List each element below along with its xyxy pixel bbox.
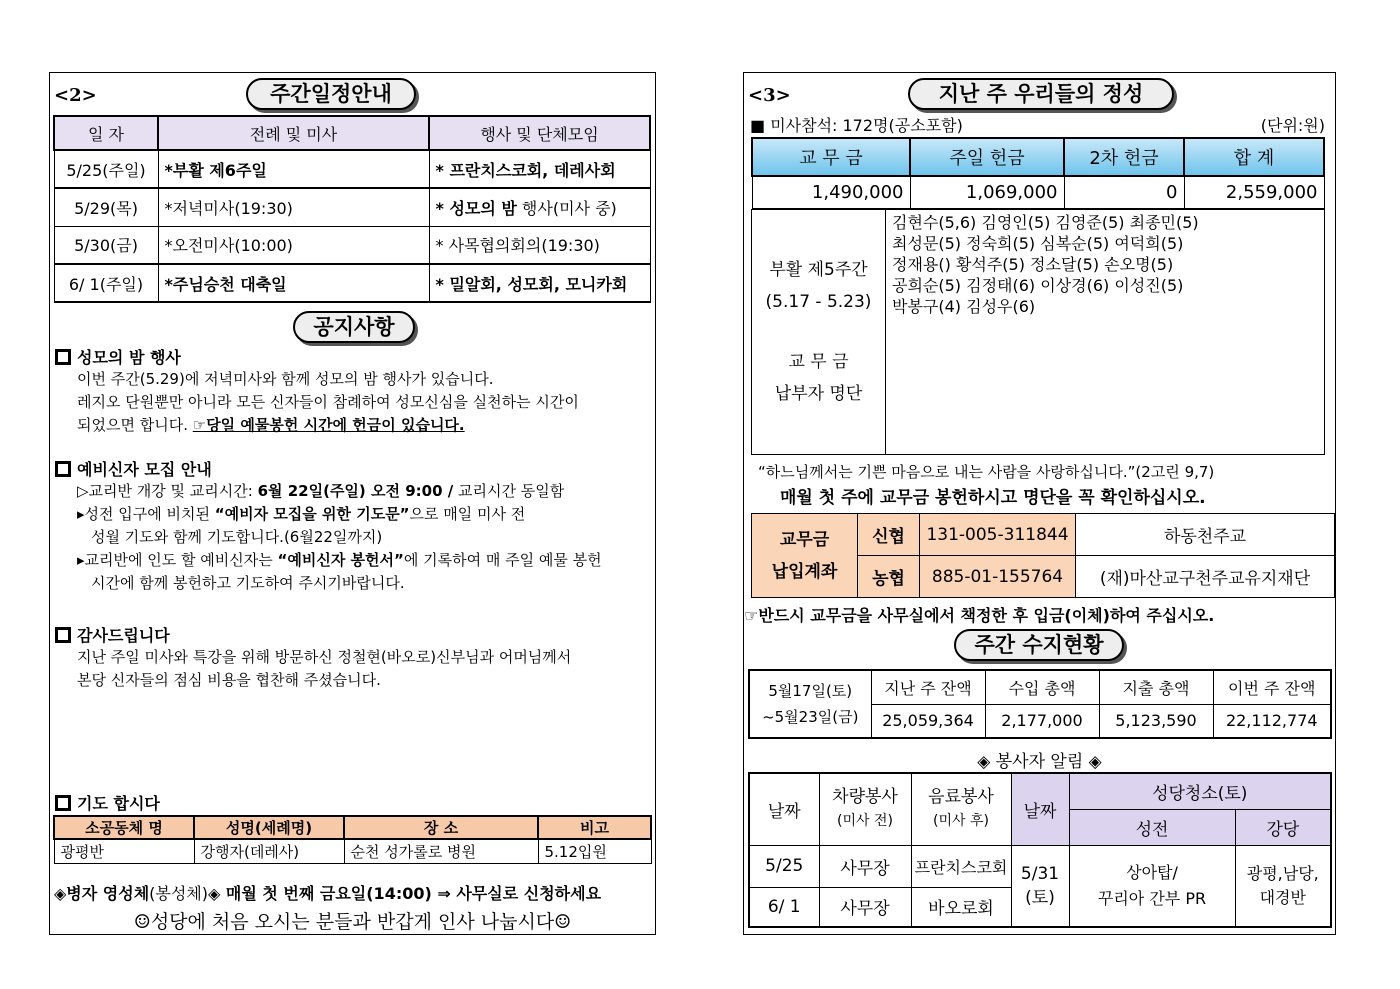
footer-text: ◈병자 영성체 [54,884,150,903]
notice-bold: “예비자 모집을 위한 기도문” [214,505,410,523]
donor-line: 공희순(5) 김정태(6) 이상경(6) 이성진(5) [892,276,1184,295]
footer-text: (봉성체) [149,884,209,903]
row-mass: *주님승천 대축일 [158,264,429,302]
period-text: 5월17일(토) [768,682,853,700]
event-rest: 행사(미사 중) [516,198,617,218]
row-event [429,188,650,226]
finance-value: 25,059,364 [871,704,985,738]
notice-line: 본당 신자들의 점심 비용을 협찬해 주셨습니다. [77,671,381,689]
prayer-section [55,791,160,814]
prayer-table [53,815,652,864]
row-mass: *저녁미사(19:30) [158,188,429,226]
table-row [54,839,651,863]
finance-header: 지출 총액 [1099,670,1213,704]
right-page [743,72,1336,935]
notice-line: 이번 주간(5.29)에 저녁미사와 함께 성모의 밤 행사가 있습니다. [77,370,494,388]
notice-text: ▷교리반 개강 및 교리시간: [77,482,258,500]
account-holder: 하동천주교 [1076,514,1335,556]
checkbox-square-icon [55,461,71,477]
page-number: <2> [54,85,97,106]
account-holder: (재)마산교구천주교유지재단 [1076,556,1335,598]
payment-warning: ☞반드시 교무금을 사무실에서 책정한 후 입금(이체)하여 주십시오. [744,606,1215,625]
header-mass: 전례 및 미사 [158,116,429,150]
volunteer-cell [1011,845,1069,927]
offering-title: 지난 주 우리들의 정성 [908,78,1174,110]
donor-label: 납부자 명단 [774,384,863,404]
offering-value: 1,069,000 [910,176,1064,208]
volunteer-cell: 사무장 [819,845,911,887]
sick-communion-notice [54,881,601,904]
donor-label-cell [752,210,886,455]
finance-header: 이번 주 잔액 [1213,670,1331,704]
volunteer-header [819,773,911,845]
notice-heading: 감사드립니다 [77,626,170,645]
prayer-cell: 순천 성가롤로 병원 [344,839,538,863]
attendance: ■ 미사참석: 172명(공소포함) [750,116,963,135]
notice-text: 성월 기도와 함께 기도합니다.(6월22일까지) [91,528,383,546]
volunteer-header: 성전 [1069,809,1235,845]
page-number: <3> [748,85,791,106]
finance-header: 수입 총액 [985,670,1099,704]
row-date: 5/30(금) [54,226,158,264]
cell-text: (토) [1025,887,1055,908]
finance-period [749,670,871,738]
notice-text: 으로 매일 미사 전 [409,505,526,523]
cell-text: 꾸리아 간부 PR [1097,888,1207,908]
table-row [54,264,650,302]
volunteer-title: ◈ 봉사자 알림 ◈ [977,752,1102,772]
notice-heading: 성모의 밤 행사 [77,348,181,367]
account-label-text: 교무금 [779,529,830,550]
row-date: 6/ 1(주일) [54,264,158,302]
offering-value: 2,559,000 [1184,176,1324,208]
row-mass: *부활 제6주일 [158,150,429,188]
header-date: 일 자 [54,116,158,150]
row-event: * 밀알회, 성모회, 모니카회 [429,264,650,302]
notice-line: 지난 주일 미사와 특강을 위해 방문하신 정철현(바오로)신부님과 어머님께서 [77,648,572,666]
prayer-cell: 광평반 [54,839,194,863]
cell-text: 5/31 [1020,863,1060,884]
table-row [54,150,650,188]
account-number: 131-005-311844 [920,514,1076,556]
checkbox-square-icon [55,795,71,811]
table-row [54,226,650,264]
table-row [54,188,650,226]
donor-label: 교 무 금 [788,352,849,372]
notice-line: 되었으면 합니다. [77,416,188,434]
donor-line: 박봉구(4) 김성우(6) [892,297,1036,316]
row-mass: *오전미사(10:00) [158,226,429,264]
header-text: 음료봉사 [928,787,994,808]
cell-text: 상아탑/ [1126,862,1178,882]
notice-text: ▸성전 입구에 비치된 [77,505,215,523]
prayer-header: 소공동체 명 [54,816,194,839]
row-date: 5/25(주일) [54,150,158,188]
volunteer-header [911,773,1011,845]
finance-title: 주간 수지현황 [954,629,1124,661]
unit-label: (단위:원) [1260,116,1325,135]
cell-text: 광평,남당, [1246,863,1319,883]
cell-text: 대경반 [1259,887,1306,907]
account-table [751,513,1335,598]
donor-line: 정재용() 황석주(5) 정소달(5) 손오명(5) [892,255,1174,274]
offering-header: 교 무 금 [752,138,910,176]
left-page [49,72,656,935]
offering-header: 주일 헌금 [910,138,1064,176]
bank-name: 농협 [858,556,920,598]
volunteer-cell [1069,845,1235,927]
volunteer-cell: 바오로회 [911,887,1011,927]
row-event: * 프란치스코회, 데레사회 [429,150,650,188]
period-dates: (5.17 - 5.23) [765,292,872,312]
header-event: 행사 및 단체모임 [429,116,650,150]
header-sub: (미사 전) [837,813,893,830]
row-date: 5/29(목) [54,188,158,226]
notice-bold: “예비신자 봉헌서” [277,551,404,569]
finance-value: 5,123,590 [1099,704,1213,738]
offering-table [751,137,1325,209]
prayer-cell: 5.12입원 [538,839,651,863]
prayer-header: 장 소 [344,816,538,839]
volunteer-table [748,772,1332,928]
finance-value: 22,112,774 [1213,704,1331,738]
volunteer-header: 강당 [1235,809,1331,845]
table-row [752,176,1324,208]
period-text: ~5월23일(금) [762,708,859,726]
notice-emphasis: ☞당일 예물봉헌 시간에 헌금이 있습니다. [192,416,465,434]
notice-text: 시간에 함께 봉헌하고 기도하여 주시기바랍니다. [91,574,405,592]
checkbox-square-icon [55,627,71,643]
volunteer-cell: 사무장 [819,887,911,927]
finance-header: 지난 주 잔액 [871,670,985,704]
schedule-table [53,115,651,303]
finance-value: 2,177,000 [985,704,1099,738]
prayer-heading: 기도 합시다 [77,794,160,813]
period-label: 부활 제5주간 [769,260,868,280]
footer-text: ◈ 매월 첫 번째 금요일(14:00) ⇒ 사무실로 신청하세요 [208,884,602,903]
bank-name: 신협 [858,514,920,556]
confirm-notice: 매월 첫 주에 교무금 봉헌하시고 명단을 꼭 확인하십시오. [780,488,1206,508]
notice-bold: 6월 22일(주일) 오전 9:00 / [257,482,454,500]
account-label [752,514,858,598]
notice-mary-night [55,345,579,437]
prayer-header: 비고 [538,816,651,839]
scripture-quote: “하느님께서는 기쁜 마음으로 내는 사람을 사랑하십니다.”(2고린 9,7) [758,463,1215,481]
notice-text: ▸교리반에 인도 할 예비신자는 [77,551,278,569]
volunteer-header: 성당청소(토) [1069,773,1331,809]
notice-heading: 예비신자 모집 안내 [77,460,212,479]
account-label-text: 납입계좌 [771,561,838,582]
row-event: * 사목협의회의(19:30) [429,226,650,264]
volunteer-cell: 프란치스코회 [911,845,1011,887]
offering-header: 합 계 [1184,138,1324,176]
notice-line: 레지오 단원뿐만 아니라 모든 신자들이 참례하여 성모신심을 실천하는 시간이 [77,393,579,411]
notice-title: 공지사항 [293,311,415,343]
notice-text: 교리시간 동일함 [453,482,565,500]
volunteer-header: 날짜 [1011,773,1069,845]
volunteer-cell: 5/25 [749,845,819,887]
checkbox-square-icon [55,349,71,365]
offering-header: 2차 헌금 [1064,138,1184,176]
header-text: 차량봉사 [832,787,898,808]
donor-table [751,209,1325,455]
offering-value: 0 [1064,176,1184,208]
notice-thanks [55,623,571,692]
donor-line: 김현수(5,6) 김영인(5) 김영준(5) 최종민(5) [892,213,1199,232]
volunteer-header: 날짜 [749,773,819,845]
volunteer-cell [1235,845,1331,927]
finance-table [748,669,1332,739]
offering-value: 1,490,000 [752,176,910,208]
event-highlight: * 성모의 밤 [435,198,517,218]
prayer-cell: 강행자(데레사) [194,839,344,863]
schedule-title: 주간일정안내 [246,78,416,110]
donor-list [886,210,1325,455]
volunteer-cell: 6/ 1 [749,887,819,927]
account-number: 885-01-155764 [920,556,1076,598]
donor-line: 최성문(5) 정숙희(5) 심복순(5) 여덕희(5) [892,234,1184,253]
notice-text: 에 기록하여 매 주일 예물 봉헌 [403,551,602,569]
prayer-header: 성명(세례명) [194,816,344,839]
welcome-message: ☺성당에 처음 오시는 분들과 반갑게 인사 나눕시다☺ [133,911,572,933]
notice-catechumen [55,457,602,595]
table-row [749,845,1331,887]
header-sub: (미사 후) [933,813,989,830]
